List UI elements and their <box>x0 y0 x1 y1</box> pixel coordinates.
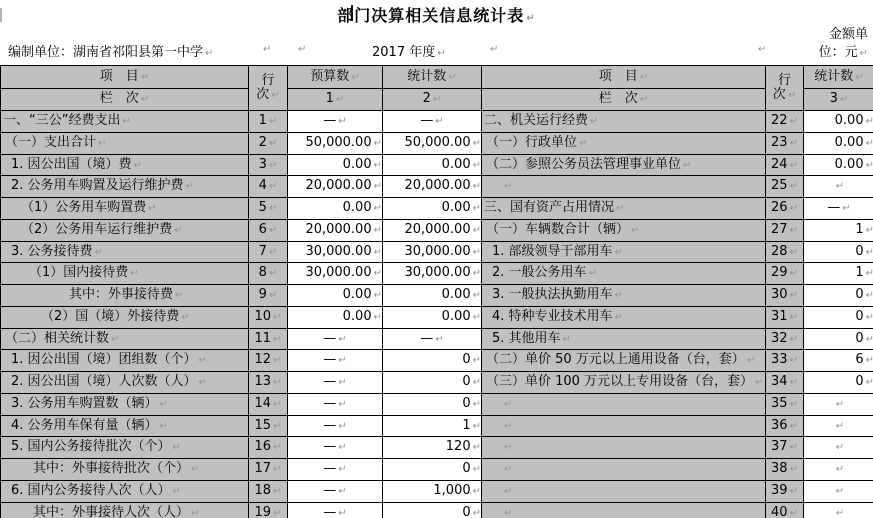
line-no-cell-right: 36 ↵ <box>766 415 804 437</box>
line-no-cell-right: 33 ↵ <box>766 350 804 372</box>
stat-value-cell-left: 0 ↵ <box>383 372 482 394</box>
item-cell-left: 其中：外事接待人次（人） ↵ <box>1 502 249 518</box>
stat-value-cell-right: 0 ↵ <box>804 241 873 263</box>
table-row <box>1 263 873 285</box>
line-no-cell-right: 40 ↵ <box>766 502 804 518</box>
table-row <box>1 176 873 198</box>
line-no-cell-left: 8 ↵ <box>249 263 288 285</box>
table-row <box>1 459 873 481</box>
item-cell-right <box>482 459 766 481</box>
page-title: 部门决算相关信息统计表 ↵ <box>0 3 873 26</box>
table-row <box>1 437 873 459</box>
stat-value-cell-right: 1 ↵ <box>804 263 873 285</box>
line-no-cell-right: 22 ↵ <box>766 111 804 133</box>
table-row <box>1 328 873 350</box>
paragraph-mark: ↵ <box>490 44 499 55</box>
line-no-cell-left: 17 ↵ <box>249 459 288 481</box>
stat-value-cell-right <box>804 480 873 502</box>
table-row <box>1 132 873 154</box>
header-stat-left: 统计数 ↵ <box>383 66 482 89</box>
header-col3: 3 ↵ <box>804 89 873 111</box>
item-cell-right: （一）行政单位 ↵ <box>482 132 766 154</box>
budget-value-cell: — ↵ <box>288 111 383 133</box>
budget-value-cell: 0.00 ↵ <box>288 198 383 220</box>
item-cell-right: （一）车辆数合计（辆） ↵ <box>482 219 766 241</box>
item-cell-left: （2）国（境）外接待费 ↵ <box>1 306 249 328</box>
budget-value-cell: 20,000.00 ↵ <box>288 176 383 198</box>
line-no-cell-left: 3 ↵ <box>249 154 288 176</box>
item-cell-left: 其中：外事接待批次（个） ↵ <box>1 459 249 481</box>
line-no-cell-right: 29 ↵ <box>766 263 804 285</box>
line-no-cell-right: 37 ↵ <box>766 437 804 459</box>
stat-value-cell-right <box>804 393 873 415</box>
line-no-cell-left: 4 ↵ <box>249 176 288 198</box>
line-no-cell-right: 27 ↵ <box>766 219 804 241</box>
stat-value-cell-left: 20,000.00 ↵ <box>383 219 482 241</box>
amount-unit-line2: 位：元 ↵ <box>743 41 868 60</box>
table-row <box>1 502 873 518</box>
statistics-table <box>0 65 873 518</box>
stat-value-cell-left: 0.00 ↵ <box>383 285 482 307</box>
line-no-cell-right: 32 ↵ <box>766 328 804 350</box>
header-column-row-left: 栏 次 ↵ <box>1 89 249 111</box>
stat-value-cell-left: 30,000.00 ↵ <box>383 241 482 263</box>
header-budget: 预算数 ↵ <box>288 66 383 89</box>
header-item-left: 项 目 ↵ <box>1 66 249 89</box>
stat-value-cell-left: 50,000.00 ↵ <box>383 132 482 154</box>
item-cell-left: 一、“三公”经费支出 ↵ <box>1 111 249 133</box>
item-cell-right: 5. 其他用车 ↵ <box>482 328 766 350</box>
table-row <box>1 372 873 394</box>
stat-value-cell-right: 0.00 ↵ <box>804 132 873 154</box>
stat-value-cell-left: 0.00 ↵ <box>383 198 482 220</box>
table-row <box>1 415 873 437</box>
budget-value-cell: 0.00 ↵ <box>288 154 383 176</box>
prepared-by-label: 编制单位：湖南省祁阳县第一中学 ↵ <box>8 41 213 60</box>
budget-value-cell: — ↵ <box>288 328 383 350</box>
budget-value-cell: 30,000.00 ↵ <box>288 241 383 263</box>
item-cell-left: （1）公务用车购置费 ↵ <box>1 198 249 220</box>
item-cell-left: 3. 公务用车购置数（辆） ↵ <box>1 393 249 415</box>
stat-value-cell-right <box>804 176 873 198</box>
item-cell-right: 1. 部级领导干部用车 ↵ <box>482 241 766 263</box>
item-cell-right <box>482 502 766 518</box>
stat-value-cell-right: 0 ↵ <box>804 328 873 350</box>
budget-value-cell: — ↵ <box>288 480 383 502</box>
stat-value-cell-left: — ↵ <box>383 111 482 133</box>
item-cell-left: （1）国内接待费 ↵ <box>1 263 249 285</box>
line-no-cell-right: 39 ↵ <box>766 480 804 502</box>
stat-value-cell-right: 0 ↵ <box>804 372 873 394</box>
item-cell-left: 1. 因公出国（境）费 ↵ <box>1 154 249 176</box>
line-no-cell-left: 2 ↵ <box>249 132 288 154</box>
fiscal-year-label: 2017 年度 ↵ <box>372 41 446 60</box>
stat-value-cell-right: 6 ↵ <box>804 350 873 372</box>
header-col2: 2 ↵ <box>383 89 482 111</box>
table-row <box>1 306 873 328</box>
stat-value-cell-left: 30,000.00 ↵ <box>383 263 482 285</box>
item-cell-right <box>482 437 766 459</box>
line-no-cell-right: 26 ↵ <box>766 198 804 220</box>
item-cell-left: 其中：外事接待费 ↵ <box>1 285 249 307</box>
line-no-cell-left: 10 ↵ <box>249 306 288 328</box>
item-cell-left: 5. 国内公务接待批次（个） ↵ <box>1 437 249 459</box>
item-cell-left: 3. 公务接待费 ↵ <box>1 241 249 263</box>
stat-value-cell-left: 120 ↵ <box>383 437 482 459</box>
line-no-cell-left: 5 ↵ <box>249 198 288 220</box>
item-cell-right <box>482 415 766 437</box>
table-row <box>1 480 873 502</box>
table-row <box>1 350 873 372</box>
stat-value-cell-left: — ↵ <box>383 328 482 350</box>
stat-value-cell-right <box>804 459 873 481</box>
stat-value-cell-left: 1,000 ↵ <box>383 480 482 502</box>
line-no-cell-right: 24 ↵ <box>766 154 804 176</box>
paragraph-mark: ↵ <box>263 44 272 55</box>
budget-value-cell: 0.00 ↵ <box>288 306 383 328</box>
stat-value-cell-right <box>804 437 873 459</box>
line-no-cell-left: 13 ↵ <box>249 372 288 394</box>
table-row <box>1 393 873 415</box>
budget-value-cell: — ↵ <box>288 502 383 518</box>
stat-value-cell-right: 1 ↵ <box>804 219 873 241</box>
stat-value-cell-right: 0.00 ↵ <box>804 111 873 133</box>
table-row <box>1 111 873 133</box>
item-cell-right: 4. 特种专业技术用车 ↵ <box>482 306 766 328</box>
table-row <box>1 198 873 220</box>
header-lineno-left: 行 次 ↵ <box>249 66 288 111</box>
stat-value-cell-right: 0.00 ↵ <box>804 154 873 176</box>
budget-value-cell: — ↵ <box>288 372 383 394</box>
item-cell-right: 二、机关运行经费 ↵ <box>482 111 766 133</box>
header-col1: 1 ↵ <box>288 89 383 111</box>
stat-value-cell-right: — ↵ <box>804 198 873 220</box>
item-cell-left: 6. 国内公务接待人次（人） ↵ <box>1 480 249 502</box>
budget-value-cell: — ↵ <box>288 393 383 415</box>
line-no-cell-left: 18 ↵ <box>249 480 288 502</box>
budget-value-cell: 30,000.00 ↵ <box>288 263 383 285</box>
line-no-cell-left: 9 ↵ <box>249 285 288 307</box>
budget-value-cell: — ↵ <box>288 459 383 481</box>
budget-value-cell: 50,000.00 ↵ <box>288 132 383 154</box>
line-no-cell-right: 25 ↵ <box>766 176 804 198</box>
item-cell-left: （二）相关统计数 ↵ <box>1 328 249 350</box>
line-no-cell-left: 1 ↵ <box>249 111 288 133</box>
stat-value-cell-right <box>804 415 873 437</box>
line-no-cell-left: 19 ↵ <box>249 502 288 518</box>
line-no-cell-left: 7 ↵ <box>249 241 288 263</box>
line-no-cell-right: 35 ↵ <box>766 393 804 415</box>
stat-value-cell-right <box>804 502 873 518</box>
header-column-row-right: 栏 次 ↵ <box>482 89 766 111</box>
header-lineno-right: 行 次 ↵ <box>766 66 804 111</box>
line-no-cell-left: 6 ↵ <box>249 219 288 241</box>
item-cell-left: （一）支出合计 ↵ <box>1 132 249 154</box>
line-no-cell-left: 15 ↵ <box>249 415 288 437</box>
item-cell-left: 2. 公务用车购置及运行维护费 ↵ <box>1 176 249 198</box>
line-no-cell-right: 38 ↵ <box>766 459 804 481</box>
stat-value-cell-left: 0.00 ↵ <box>383 154 482 176</box>
line-no-cell-right: 28 ↵ <box>766 241 804 263</box>
line-no-cell-right: 30 ↵ <box>766 285 804 307</box>
budget-value-cell: — ↵ <box>288 350 383 372</box>
table-row <box>1 241 873 263</box>
item-cell-right: （三）单价 100 万元以上专用设备（台，套） ↵ <box>482 372 766 394</box>
budget-value-cell: 20,000.00 ↵ <box>288 219 383 241</box>
stat-value-cell-right: 0 ↵ <box>804 306 873 328</box>
stat-value-cell-left: 0 ↵ <box>383 350 482 372</box>
budget-value-cell: 0.00 ↵ <box>288 285 383 307</box>
stat-value-cell-left: 0 ↵ <box>383 502 482 518</box>
header-stat-right: 统计数 ↵ <box>804 66 873 89</box>
line-no-cell-left: 11 ↵ <box>249 328 288 350</box>
item-cell-right: 3. 一般执法执勤用车 ↵ <box>482 285 766 307</box>
stat-value-cell-left: 0 ↵ <box>383 393 482 415</box>
item-cell-right <box>482 393 766 415</box>
item-cell-right: 2. 一般公务用车 ↵ <box>482 263 766 285</box>
stat-value-cell-left: 0.00 ↵ <box>383 306 482 328</box>
stat-value-cell-left: 0 ↵ <box>383 459 482 481</box>
item-cell-left: 1. 因公出国（境）团组数（个） ↵ <box>1 350 249 372</box>
line-no-cell-left: 14 ↵ <box>249 393 288 415</box>
item-cell-right <box>482 176 766 198</box>
stat-value-cell-left: 1 ↵ <box>383 415 482 437</box>
amount-unit-line1: 金额单 <box>828 27 868 42</box>
item-cell-right <box>482 480 766 502</box>
item-cell-left: 2. 因公出国（境）人次数（人） ↵ <box>1 372 249 394</box>
line-no-cell-left: 16 ↵ <box>249 437 288 459</box>
table-row <box>1 154 873 176</box>
budget-value-cell: — ↵ <box>288 437 383 459</box>
item-cell-left: （2）公务用车运行维护费 ↵ <box>1 219 249 241</box>
header-item-right: 项 目 ↵ <box>482 66 766 89</box>
paragraph-mark: ↵ <box>758 44 767 55</box>
item-cell-left: 4. 公务用车保有量（辆） ↵ <box>1 415 249 437</box>
item-cell-right: 三、国有资产占用情况 ↵ <box>482 198 766 220</box>
table-row <box>1 219 873 241</box>
item-cell-right: （二）单价 50 万元以上通用设备（台，套） ↵ <box>482 350 766 372</box>
line-no-cell-right: 31 ↵ <box>766 306 804 328</box>
paragraph-mark: ↵ <box>298 44 307 55</box>
line-no-cell-right: 23 ↵ <box>766 132 804 154</box>
stat-value-cell-right: 0 ↵ <box>804 285 873 307</box>
line-no-cell-right: 34 ↵ <box>766 372 804 394</box>
stat-value-cell-left: 20,000.00 ↵ <box>383 176 482 198</box>
budget-value-cell: — ↵ <box>288 415 383 437</box>
item-cell-right: （二）参照公务员法管理事业单位 ↵ <box>482 154 766 176</box>
line-no-cell-left: 12 ↵ <box>249 350 288 372</box>
table-row <box>1 285 873 307</box>
